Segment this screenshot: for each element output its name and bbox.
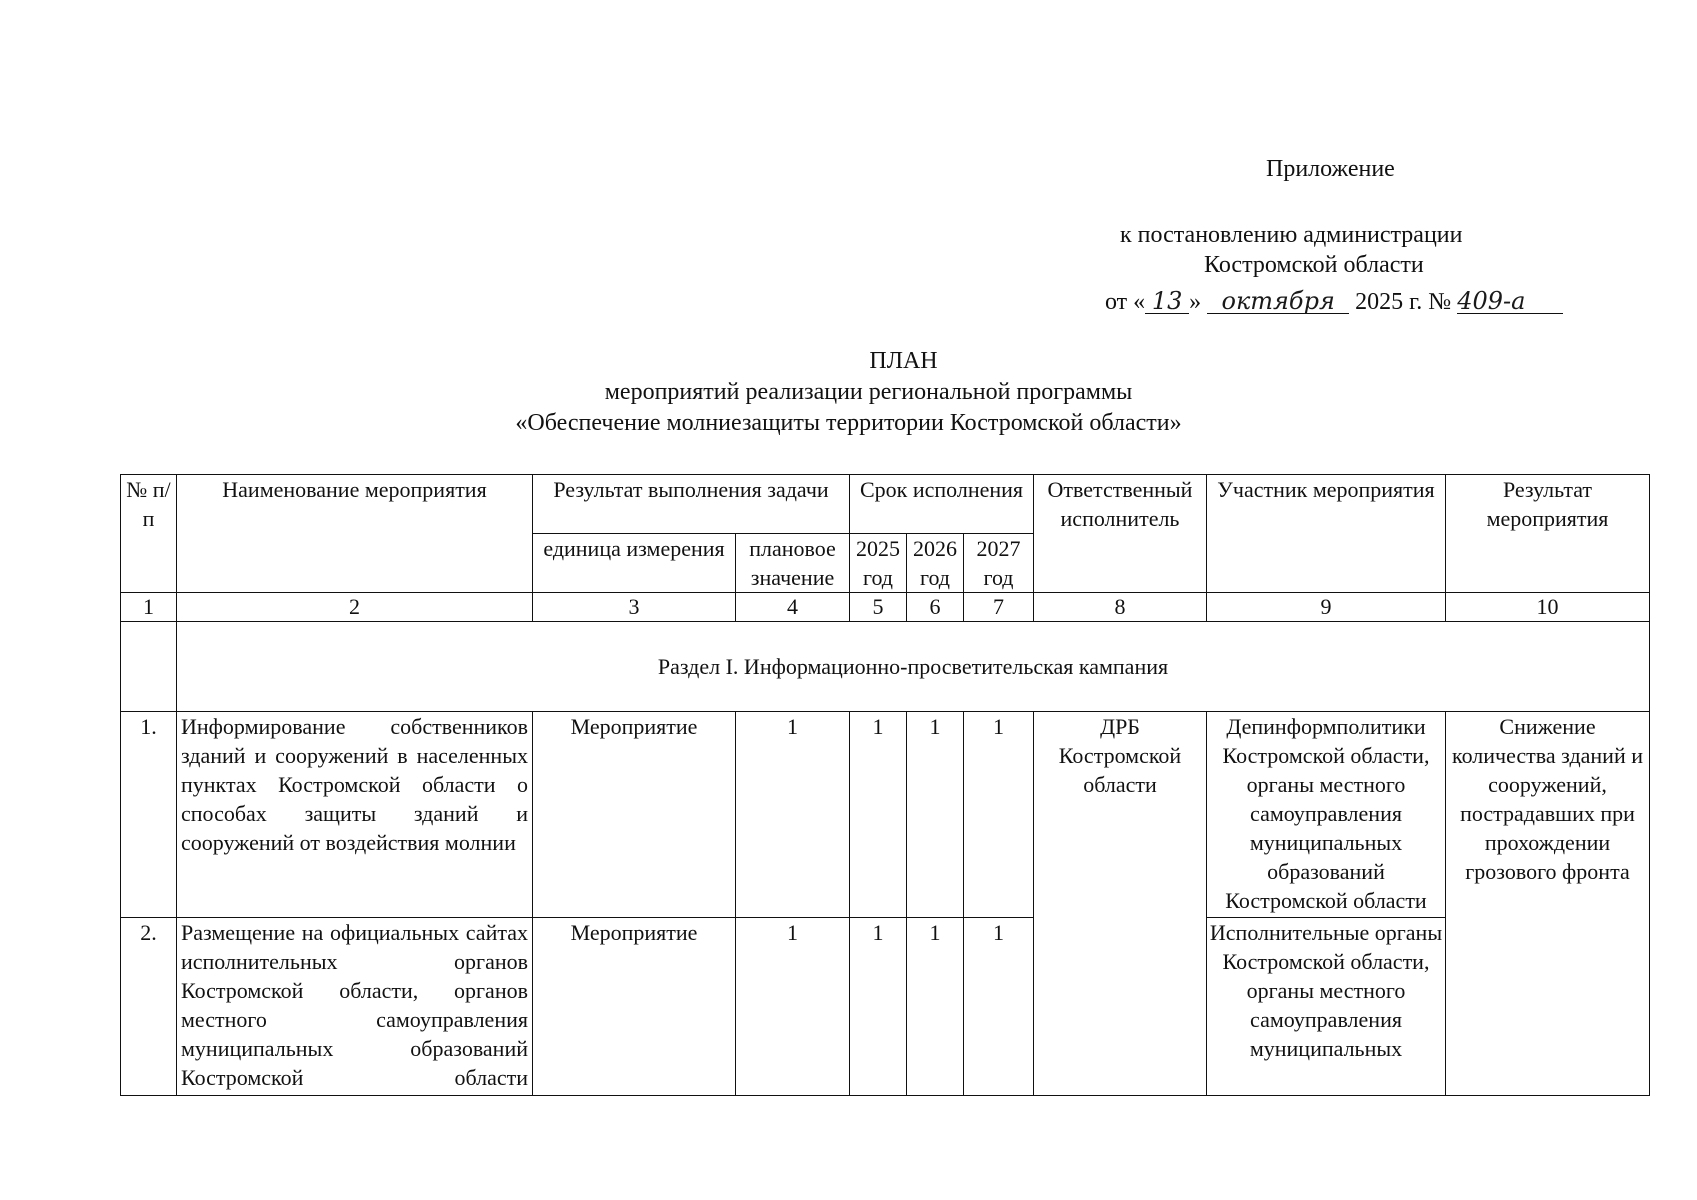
date-month-handwritten: октября [1207, 289, 1349, 314]
row-unit: Мероприятие [533, 918, 736, 1096]
plan-table [120, 474, 1650, 1096]
header-name: Наименование мероприятия [177, 475, 533, 593]
row-2027: 1 [964, 918, 1034, 1096]
header-unit: единица измерения [533, 534, 736, 593]
title-subtitle: мероприятий реализации региональной программы [604, 379, 1133, 405]
section-num-cell [121, 622, 177, 712]
title-program: «Обеспечение молниезащиты территории Костромской области» [515, 410, 1182, 436]
section-row [121, 622, 1650, 712]
row-num: 2. [121, 918, 177, 1096]
header-result-task: Результат выполнения задачи [533, 475, 850, 534]
row-planned: 1 [736, 918, 850, 1096]
appendix-label: Приложение [1266, 156, 1395, 182]
row-2025: 1 [850, 918, 907, 1096]
col-number: 7 [964, 593, 1034, 622]
row-num: 1. [121, 712, 177, 918]
col-number: 9 [1207, 593, 1446, 622]
col-number: 1 [121, 593, 177, 622]
header-participant: Участник мероприятия [1207, 475, 1446, 593]
row-name: Информирование собственников зданий и сооружений в населенных пунктах Костромской области о способах защиты зданий и сооружений от воздействия молнии [177, 712, 533, 918]
row-2025: 1 [850, 712, 907, 918]
date-day-handwritten: 13 [1145, 289, 1189, 314]
row-result: Снижение количества зданий и сооружений, пострадавших при прохождении грозового фронта [1446, 712, 1650, 1096]
header-planned: плановое значение [736, 534, 850, 593]
row-name: Размещение на официальных сайтах исполнительных органов Костромской области, органов местного самоуправления муниципальных образований Костромской области [177, 918, 533, 1096]
table-row [121, 918, 1650, 1096]
header-2027: 2027 год [964, 534, 1034, 593]
col-number: 8 [1034, 593, 1207, 622]
header-responsible: Ответственный исполнитель [1034, 475, 1207, 593]
date-mid: » [1189, 289, 1202, 315]
appendix-resolution: к постановлению администрации [1120, 222, 1463, 248]
row-planned: 1 [736, 712, 850, 918]
date-year: 2025 г. № [1355, 289, 1452, 315]
date-prefix: от « [1105, 289, 1146, 315]
row-participant: Исполнительные органы Костромской области, органы местного самоуправления муниципальных [1207, 918, 1446, 1096]
header-row-top [121, 475, 1650, 534]
col-number: 2 [177, 593, 533, 622]
row-unit: Мероприятие [533, 712, 736, 918]
col-number: 3 [533, 593, 736, 622]
row-2026: 1 [907, 712, 964, 918]
col-number: 10 [1446, 593, 1650, 622]
document-title [0, 346, 1697, 439]
header-result: Результат мероприятия [1446, 475, 1650, 593]
row-responsible: ДРБ Костромской области [1034, 712, 1207, 1096]
header-num: № п/п [121, 475, 177, 593]
row-2027: 1 [964, 712, 1034, 918]
column-number-row [121, 593, 1650, 622]
appendix-date-line [1105, 287, 1563, 317]
title-plan: ПЛАН [869, 348, 938, 374]
table-row [121, 712, 1650, 918]
row-2026: 1 [907, 918, 964, 1096]
header-2026: 2026 год [907, 534, 964, 593]
col-number: 6 [907, 593, 964, 622]
section-title: Раздел I. Информационно-просветительская кампания [177, 622, 1650, 712]
appendix-region: Костромской области [1204, 252, 1424, 278]
doc-number-handwritten: 409-а [1457, 289, 1563, 314]
col-number: 4 [736, 593, 850, 622]
header-deadline: Срок исполнения [850, 475, 1034, 534]
col-number: 5 [850, 593, 907, 622]
row-participant: Депинформполитики Костромской области, органы местного самоуправления муниципальных образований Костромской области [1207, 712, 1446, 918]
header-2025: 2025 год [850, 534, 907, 593]
